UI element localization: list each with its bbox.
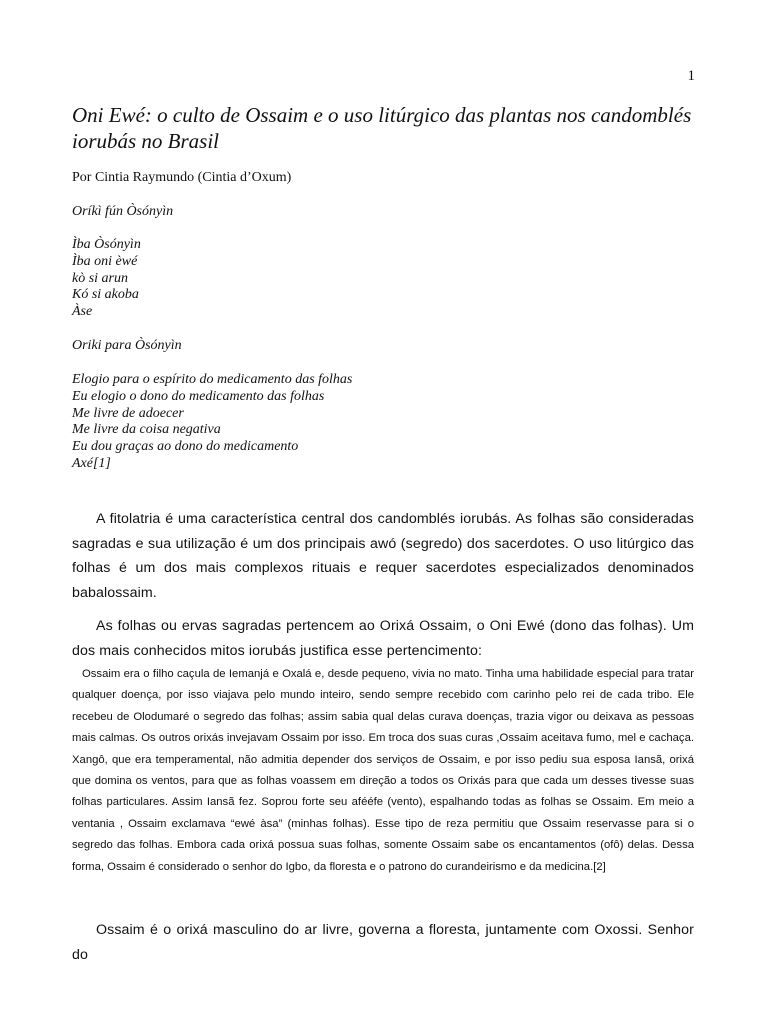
footnote-ref-1: Axé[1] bbox=[72, 455, 111, 471]
document-title: Oni Ewé: o culto de Ossaim e o uso litúrgico das plantas nos candomblés iorubás no Brasil bbox=[72, 103, 692, 153]
poem-line: Ìba Òsónyìn bbox=[72, 237, 141, 252]
poem-line: Kó si akoba bbox=[72, 287, 139, 303]
oriki-2-heading: Oriki para Òsónyìn bbox=[72, 338, 182, 353]
block-quote: Ossaim era o filho caçula de Iemanjá e Oxalá e, desde pequeno, vivia no mato. Tinha uma habilidade especial para tratar qualquer doença, por isso viajava pelo mundo inteiro, sendo sempre recebido com carinho pelo rei de cada tribo. Ele recebeu de Olodumaré o segredo das folhas; assim sabia qual delas curava doenças, trazia vigor ou deixava as pessoas mais calmas. Os outros orixás invejavam Ossaim por isso. Em troca dos suas curas ,Ossaim aceitava fumo, mel e cachaça. Xangô, que era temperamental, não admitia depender dos serviços de Ossaim, e por isso pediu sua esposa Iansã, orixá que domina os ventos, para que as folhas voassem em direção a todos os Orixás para que cada um desses tivesse suas folhas particulares. Assim Iansã fez. Soprou forte seu afééfe (vento), espalhando todas as folhas se Ossaim. Em meio a ventania , Ossaim exclamava “ewé àsa” (minhas folhas). Esse tipo de reza permitiu que Ossaim reservasse para si o segredo das folhas. Embora cada orixá possua suas folhas, somente Ossaim sabe os encantamentos (ofô) delas. Dessa forma, Ossaim é considerado o senhor do Igbo, da floresta e o patrono do curandeirismo e da medicina.[2] bbox=[72, 668, 694, 873]
poem-line: Eu dou graças ao dono do medicamento bbox=[72, 439, 299, 455]
poem-line: kò si arun bbox=[72, 270, 128, 286]
oriki-1-heading: Oríkì fún Òsónyìn bbox=[72, 204, 174, 219]
poem-line: Me livre de adoecer bbox=[72, 405, 184, 421]
oriki-1-poem bbox=[72, 237, 141, 321]
poem-line: Eu elogio o dono do medicamento das folhas bbox=[72, 388, 325, 404]
poem-line: Elogio para o espírito do medicamento das folhas bbox=[72, 372, 353, 387]
poem-line: Àse bbox=[72, 304, 93, 320]
body-paragraph-1: A fitolatria é uma característica central dos candomblés iorubás. As folhas são consideradas sagradas e sua utilização é um dos principais awó (segredo) dos sacerdotes. O uso litúrgico das folhas é um dos mais complexos rituais e requer sacerdotes especializados denominados babalossaim. bbox=[72, 511, 694, 601]
author-line: Por Cintia Raymundo (Cintia d’Oxum) bbox=[72, 170, 292, 185]
poem-line: Me livre da coisa negativa bbox=[72, 422, 221, 438]
page-number: 1 bbox=[687, 68, 695, 84]
poem-line: Ìba oni èwé bbox=[72, 253, 138, 269]
oriki-2-poem bbox=[72, 372, 352, 473]
body-paragraph-2: As folhas ou ervas sagradas pertencem ao Orixá Ossaim, o Oni Ewé (dono das folhas). Um dos mais conhecidos mitos iorubás justifica esse pertencimento: bbox=[72, 618, 694, 659]
body-paragraph-3: Ossaim é o orixá masculino do ar livre, governa a floresta, juntamente com Oxossi. Senhor do bbox=[72, 922, 694, 963]
